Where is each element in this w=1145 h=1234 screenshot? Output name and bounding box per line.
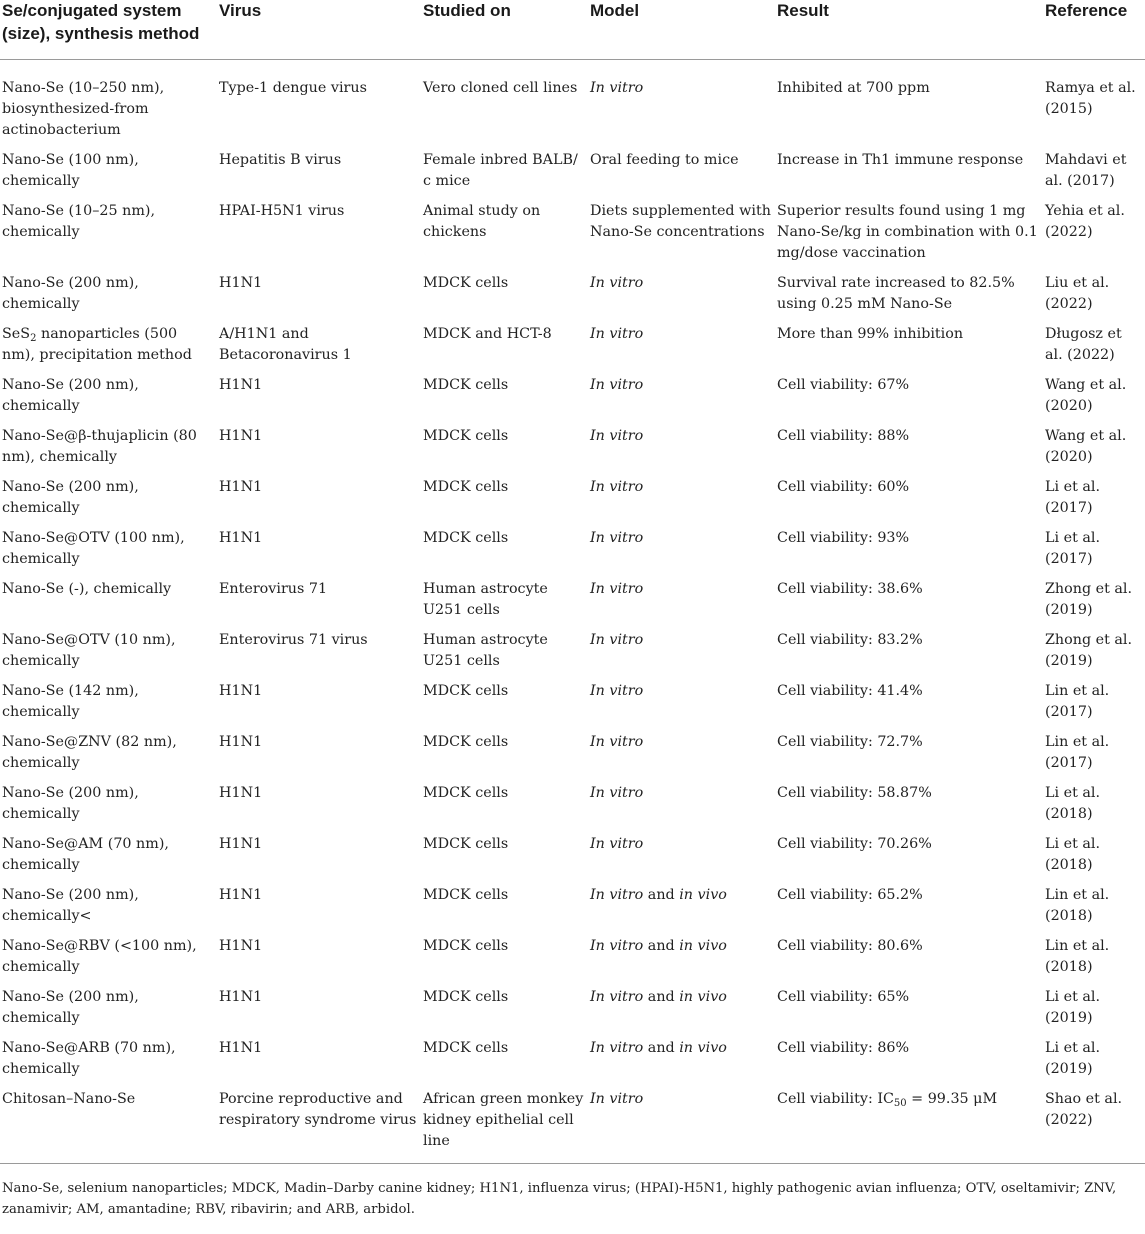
cell-model: In vitro [590, 377, 644, 393]
table-row [0, 1038, 1145, 1089]
cell-studied-on: MDCK cells [423, 683, 509, 699]
model-in-vitro: In vitro [590, 887, 644, 903]
table-header [0, 0, 1145, 60]
cell-result: Superior results found using 1 mg Nano-Se/kg in combination with 0.1 mg/dose vaccination [777, 203, 1038, 261]
cell-system: Nano-Se (200 nm), chemically [2, 785, 139, 822]
cell-reference: Zhong et al. (2019) [1045, 632, 1133, 669]
table-row [0, 201, 1145, 273]
cell-system: Nano-Se (200 nm), chemically [2, 275, 139, 312]
cell-model: Diets supplemented with Nano-Se concentrations [590, 203, 771, 240]
cell-model: Oral feeding to mice [590, 152, 739, 168]
cell-reference: Yehia et al. (2022) [1045, 203, 1125, 240]
cell-model: In vitro [590, 734, 644, 750]
cell-reference: Zhong et al. (2019) [1045, 581, 1133, 618]
model-conjunction: and [643, 887, 680, 903]
cell-result [775, 1089, 1043, 1164]
cell-reference: Lin et al. (2017) [1045, 683, 1110, 720]
cell-system: Nano-Se@OTV (10 nm), chemically [2, 632, 176, 669]
table-row [0, 60, 1145, 151]
cell-studied-on: MDCK cells [423, 836, 509, 852]
model-in-vitro: In vitro [590, 938, 644, 954]
table-row [0, 273, 1145, 324]
table-body [0, 60, 1145, 1164]
cell-result: Cell viability: 67% [777, 377, 910, 393]
result-text-pre: Cell viability: IC [777, 1091, 894, 1107]
cell-result: Cell viability: 93% [777, 530, 910, 546]
cell-reference: Wang et al. (2020) [1045, 377, 1127, 414]
model-conjunction: and [643, 938, 680, 954]
model-conjunction: and [643, 989, 680, 1005]
model-conjunction: and [643, 1040, 680, 1056]
table-row [0, 630, 1145, 681]
cell-reference: Li et al. (2017) [1045, 530, 1101, 567]
cell-studied-on: MDCK cells [423, 530, 509, 546]
cell-virus: H1N1 [219, 887, 263, 903]
cell-system: Nano-Se@β-thujaplicin (80 nm), chemically [2, 428, 197, 465]
table-row [0, 579, 1145, 630]
cell-system [0, 324, 217, 375]
cell-virus: H1N1 [219, 734, 263, 750]
cell-studied-on: MDCK cells [423, 989, 509, 1005]
cell-reference: Li et al. (2019) [1045, 1040, 1101, 1077]
cell-system: Nano-Se (200 nm), chemically< [2, 887, 139, 924]
cell-virus: H1N1 [219, 275, 263, 291]
cell-studied-on: Female inbred BALB/ c mice [423, 152, 578, 189]
table-row [0, 834, 1145, 885]
cell-studied-on: Human astrocyte U251 cells [423, 632, 548, 669]
cell-result: Cell viability: 72.7% [777, 734, 923, 750]
cell-result: Increase in Th1 immune response [777, 152, 1024, 168]
cell-result: Cell viability: 83.2% [777, 632, 923, 648]
cell-system: Nano-Se (142 nm), chemically [2, 683, 139, 720]
cell-result: Inhibited at 700 ppm [777, 80, 930, 96]
cell-studied-on: Human astrocyte U251 cells [423, 581, 548, 618]
system-text-pre: SeS [2, 326, 31, 342]
header-studied-on: Studied on [421, 0, 588, 60]
cell-system: Nano-Se@ARB (70 nm), chemically [2, 1040, 176, 1077]
cell-reference: Lin et al. (2018) [1045, 938, 1110, 975]
table-row [0, 987, 1145, 1038]
table-row [0, 375, 1145, 426]
cell-reference: Liu et al. (2022) [1045, 275, 1110, 312]
cell-studied-on: MDCK cells [423, 428, 509, 444]
cell-studied-on: MDCK cells [423, 734, 509, 750]
cell-result: Cell viability: 80.6% [777, 938, 923, 954]
cell-result: Cell viability: 65% [777, 989, 910, 1005]
cell-result: Cell viability: 86% [777, 1040, 910, 1056]
cell-reference: Długosz et al. (2022) [1045, 326, 1122, 363]
table-row [0, 681, 1145, 732]
cell-model [588, 1038, 775, 1089]
header-result: Result [775, 0, 1043, 60]
cell-studied-on: African green monkey kidney epithelial cell line [421, 1089, 588, 1164]
cell-result: Cell viability: 88% [777, 428, 910, 444]
cell-result: Survival rate increased to 82.5% using 0.25 mM Nano-Se [777, 275, 1015, 312]
cell-system: Nano-Se (10–25 nm), chemically [2, 203, 156, 240]
table-row [0, 426, 1145, 477]
cell-system: Nano-Se@RBV (<100 nm), chemically [2, 938, 197, 975]
cell-result: Cell viability: 41.4% [777, 683, 923, 699]
table-row [0, 885, 1145, 936]
cell-reference: Lin et al. (2017) [1045, 734, 1110, 771]
cell-result: Cell viability: 70.26% [777, 836, 932, 852]
cell-studied-on: MDCK cells [423, 1040, 509, 1056]
cell-result: Cell viability: 38.6% [777, 581, 923, 597]
cell-virus: Hepatitis B virus [219, 152, 342, 168]
model-in-vivo: in vivo [679, 887, 727, 903]
header-model: Model [588, 0, 775, 60]
cell-virus: H1N1 [219, 785, 263, 801]
table-row [0, 936, 1145, 987]
cell-studied-on: Animal study on chickens [423, 203, 541, 240]
cell-virus: H1N1 [219, 1040, 263, 1056]
cell-reference: Li et al. (2018) [1045, 836, 1101, 873]
model-in-vitro: In vitro [590, 989, 644, 1005]
cell-virus: H1N1 [219, 989, 263, 1005]
cell-reference: Li et al. (2018) [1045, 785, 1101, 822]
cell-reference: Li et al. (2017) [1045, 479, 1101, 516]
cell-model: In vitro [590, 632, 644, 648]
cell-studied-on: MDCK cells [423, 377, 509, 393]
cell-model [588, 936, 775, 987]
table-row [0, 150, 1145, 201]
cell-virus: H1N1 [219, 683, 263, 699]
table-row [0, 1089, 1145, 1164]
header-reference: Reference [1043, 0, 1145, 60]
cell-model: In vitro [588, 1089, 775, 1164]
cell-model: In vitro [590, 785, 644, 801]
cell-reference: Lin et al. (2018) [1045, 887, 1110, 924]
cell-system: Chitosan–Nano-Se [0, 1089, 217, 1164]
cell-model: In vitro [590, 530, 644, 546]
cell-reference: Ramya et al. (2015) [1045, 80, 1136, 117]
system-subscript: 2 [30, 333, 37, 344]
table-row [0, 732, 1145, 783]
cell-virus: H1N1 [219, 428, 263, 444]
cell-system: Nano-Se (200 nm), chemically [2, 377, 139, 414]
cell-studied-on: MDCK cells [423, 887, 509, 903]
cell-model: In vitro [590, 479, 644, 495]
cell-system: Nano-Se (100 nm), chemically [2, 152, 139, 189]
cell-reference: Mahdavi et al. (2017) [1045, 152, 1127, 189]
cell-virus: H1N1 [219, 479, 263, 495]
cell-virus: H1N1 [219, 938, 263, 954]
result-subscript: 50 [893, 1098, 907, 1109]
cell-reference: Li et al. (2019) [1045, 989, 1101, 1026]
cell-studied-on: MDCK cells [423, 938, 509, 954]
table-row [0, 528, 1145, 579]
cell-system: Nano-Se@ZNV (82 nm), chemically [2, 734, 177, 771]
cell-virus: Porcine reproductive and respiratory syndrome virus [217, 1089, 421, 1164]
cell-virus: H1N1 [219, 377, 263, 393]
cell-system: Nano-Se@AM (70 nm), chemically [2, 836, 169, 873]
cell-studied-on: MDCK cells [423, 785, 509, 801]
table-row [0, 477, 1145, 528]
table-footnote: Nano-Se, selenium nanoparticles; MDCK, Madin–Darby canine kidney; H1N1, influenza virus; (HPAI)-H5N1, highly pathogenic avian influenza; OTV, oseltamivir; ZNV, zanamivir; AM, amantadine; RBV, ribavirin; and ARB, arbidol. [2, 1181, 1117, 1217]
cell-virus: H1N1 [219, 836, 263, 852]
header-system: Se/conjugated system (size), synthesis method [0, 0, 217, 60]
cell-virus: A/H1N1 and Betacoronavirus 1 [219, 326, 352, 363]
cell-system: Nano-Se (10–250 nm), biosynthesized-from actinobacterium [2, 80, 165, 138]
cell-studied-on: MDCK and HCT-8 [423, 326, 552, 342]
cell-result: Cell viability: 65.2% [777, 887, 923, 903]
cell-virus: Enterovirus 71 [219, 581, 328, 597]
model-in-vitro: In vitro [590, 1040, 644, 1056]
cell-model [588, 885, 775, 936]
cell-virus: Enterovirus 71 virus [219, 632, 368, 648]
cell-model: In vitro [590, 581, 644, 597]
cell-system: Nano-Se (200 nm), chemically [2, 989, 139, 1026]
cell-result: More than 99% inhibition [777, 326, 964, 342]
cell-virus: HPAI-H5N1 virus [219, 203, 345, 219]
cell-virus: H1N1 [219, 530, 263, 546]
table-row [0, 324, 1145, 375]
header-row [0, 0, 1145, 60]
cell-result: Cell viability: 58.87% [777, 785, 932, 801]
cell-virus: Type-1 dengue virus [219, 80, 367, 96]
cell-model: In vitro [590, 80, 644, 96]
cell-reference: Wang et al. (2020) [1045, 428, 1127, 465]
model-in-vivo: in vivo [679, 938, 727, 954]
cell-system: Nano-Se@OTV (100 nm), chemically [2, 530, 185, 567]
model-in-vivo: in vivo [679, 1040, 727, 1056]
system-text-post: nanoparticles (500 nm), precipitation method [2, 326, 192, 363]
cell-studied-on: MDCK cells [423, 479, 509, 495]
cell-studied-on: Vero cloned cell lines [423, 80, 578, 96]
cell-model: In vitro [590, 326, 644, 342]
table-row [0, 783, 1145, 834]
cell-studied-on: MDCK cells [423, 275, 509, 291]
cell-model [588, 987, 775, 1038]
model-in-vivo: in vivo [679, 989, 727, 1005]
header-virus: Virus [217, 0, 421, 60]
cell-model: In vitro [590, 683, 644, 699]
cell-system: Nano-Se (-), chemically [2, 581, 172, 597]
cell-reference: Shao et al. (2022) [1043, 1089, 1145, 1164]
cell-model: In vitro [590, 275, 644, 291]
result-text-post: = 99.35 μM [906, 1091, 998, 1107]
cell-model: In vitro [590, 836, 644, 852]
cell-system: Nano-Se (200 nm), chemically [2, 479, 139, 516]
cell-model: In vitro [590, 428, 644, 444]
cell-result: Cell viability: 60% [777, 479, 910, 495]
